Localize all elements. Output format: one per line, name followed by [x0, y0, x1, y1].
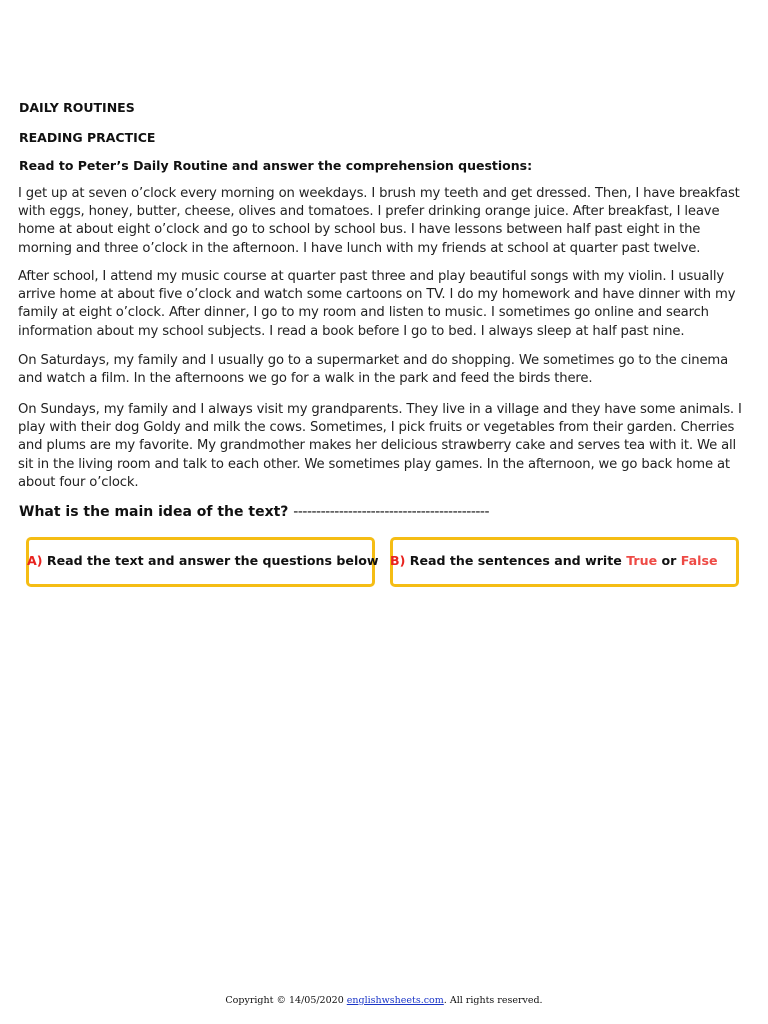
main-idea-question-text: What is the main idea of the text?: [19, 504, 294, 520]
reading-paragraph-after-school: After school, I attend my music course at quarter past three and play beautiful songs with my violin. I usually arrive home at about five o’clock and watch some cartoons on TV. I do my homework and have dinner with my family at eight o’clock. After dinner, I go to my room and listen to music. I sometimes go online and search information about my school subjects. I read a book before I go to bed. I always sleep at half past nine.: [18, 269, 736, 339]
main-idea-answer-blank: -------------------------------------------: [293, 504, 490, 520]
reading-paragraph-saturdays: On Saturdays, my family and I usually go to a supermarket and do shopping. We sometimes go to the cinema and watch a film. In the afternoons we go for a walk in the park and feed the birds there.: [18, 353, 729, 387]
true-word: True: [626, 553, 658, 568]
reading-paragraph-weekday-morning: I get up at seven o’clock every morning on weekdays. I brush my teeth and get dressed. Then, I have breakfast with eggs, honey, butter, cheese, olives and tomatoes. I prefer drinking orange juice. After breakfast, I leave home at about eight o’clock and go to school by school bus. I have lessons between half past eight in the morning and three o’clock in the afternoon. I have lunch with my friends at school at quarter past twelve.: [18, 186, 740, 256]
section-b-text: Read the sentences and write: [405, 553, 627, 568]
section-a-text: Read the text and answer the questions below: [42, 553, 379, 568]
section-a-instruction: [27, 553, 379, 568]
copyright-suffix: . All rights reserved.: [443, 995, 543, 1006]
site-link[interactable]: englishwsheets.com: [346, 995, 444, 1006]
section-b-instruction: [390, 553, 717, 568]
section-a-letter: A): [27, 553, 43, 568]
section-b-letter: B): [390, 553, 406, 568]
worksheet-instruction: Read to Peter’s Daily Routine and answer the comprehension questions:: [19, 158, 533, 173]
reading-paragraph-sundays: On Sundays, my family and I always visit my grandparents. They live in a village and they have some animals. I play with their dog Goldy and milk the cows. Sometimes, I pick fruits or vegetables from their garden. Cherries and plums are my favorite. My grandmother makes her delicious strawberry cake and serves tea with it. We all sit in the living room and talk to each other. We sometimes play games. In the afternoon, we go back home at about four o’clock.: [18, 402, 742, 490]
copyright-prefix: Copyright © 14/05/2020: [225, 995, 347, 1006]
section-b-box: [390, 537, 739, 587]
worksheet-subtitle: READING PRACTICE: [19, 130, 156, 145]
false-word: False: [680, 553, 718, 568]
copyright-footer: [0, 995, 768, 1006]
worksheet-title: DAILY ROUTINES: [19, 100, 135, 115]
section-a-box: [26, 537, 379, 587]
main-idea-question: [19, 504, 489, 520]
or-word: or: [657, 553, 681, 568]
